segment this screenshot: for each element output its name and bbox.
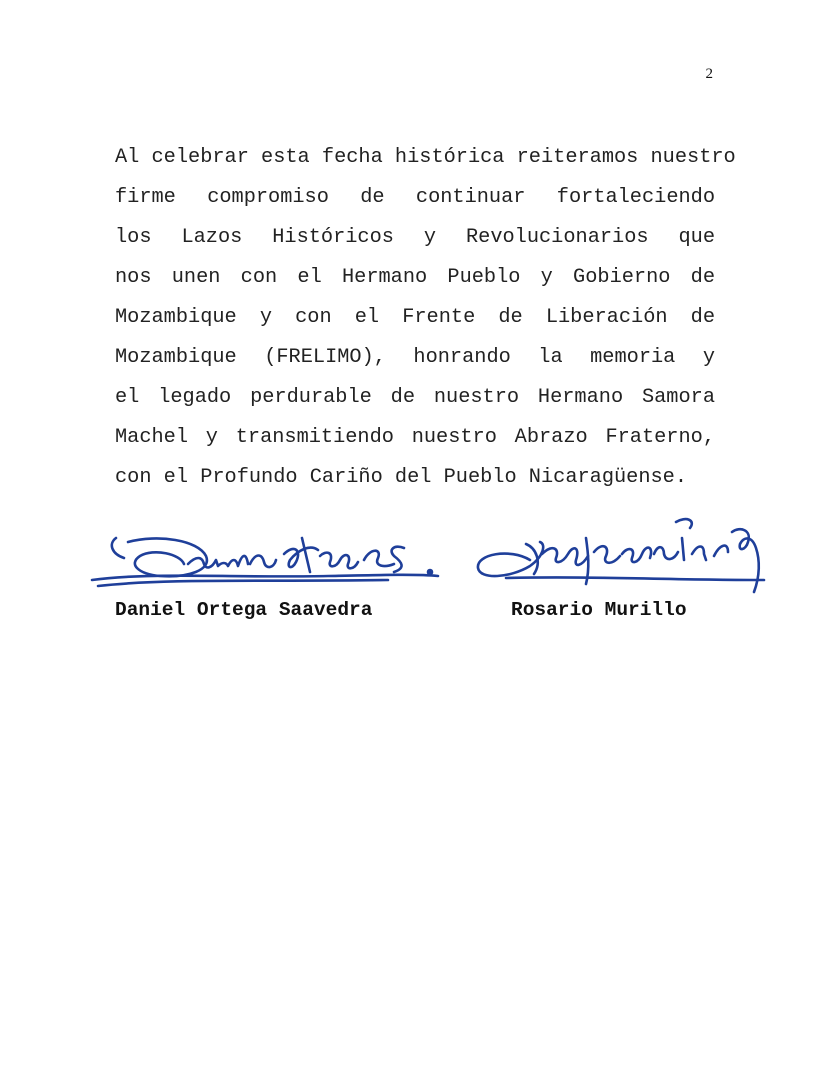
body-line: Al celebrar esta fecha histórica reiteramos nuestro — [115, 146, 736, 169]
body-line: Machel y transmitiendo nuestro Abrazo Fraterno, — [115, 426, 715, 449]
page-number: 2 — [705, 66, 713, 82]
signature-rosario-murillo-icon — [470, 508, 770, 608]
body-line: los Lazos Históricos y Revolucionarios que — [115, 226, 715, 249]
letter-body — [115, 138, 736, 498]
signature-daniel-ortega-icon — [88, 520, 448, 600]
signer-name-right: Rosario Murillo — [511, 599, 687, 621]
body-line: Mozambique (FRELIMO), honrando la memoria y — [115, 346, 715, 369]
body-line: firme compromiso de continuar fortaleciendo — [115, 186, 715, 209]
body-line: Mozambique y con el Frente de Liberación de — [115, 306, 715, 329]
body-line: con el Profundo Cariño del Pueblo Nicaragüense. — [115, 466, 688, 489]
signer-name-left: Daniel Ortega Saavedra — [115, 599, 373, 621]
body-line: nos unen con el Hermano Pueblo y Gobierno de — [115, 266, 715, 289]
body-line: el legado perdurable de nuestro Hermano Samora — [115, 386, 715, 409]
